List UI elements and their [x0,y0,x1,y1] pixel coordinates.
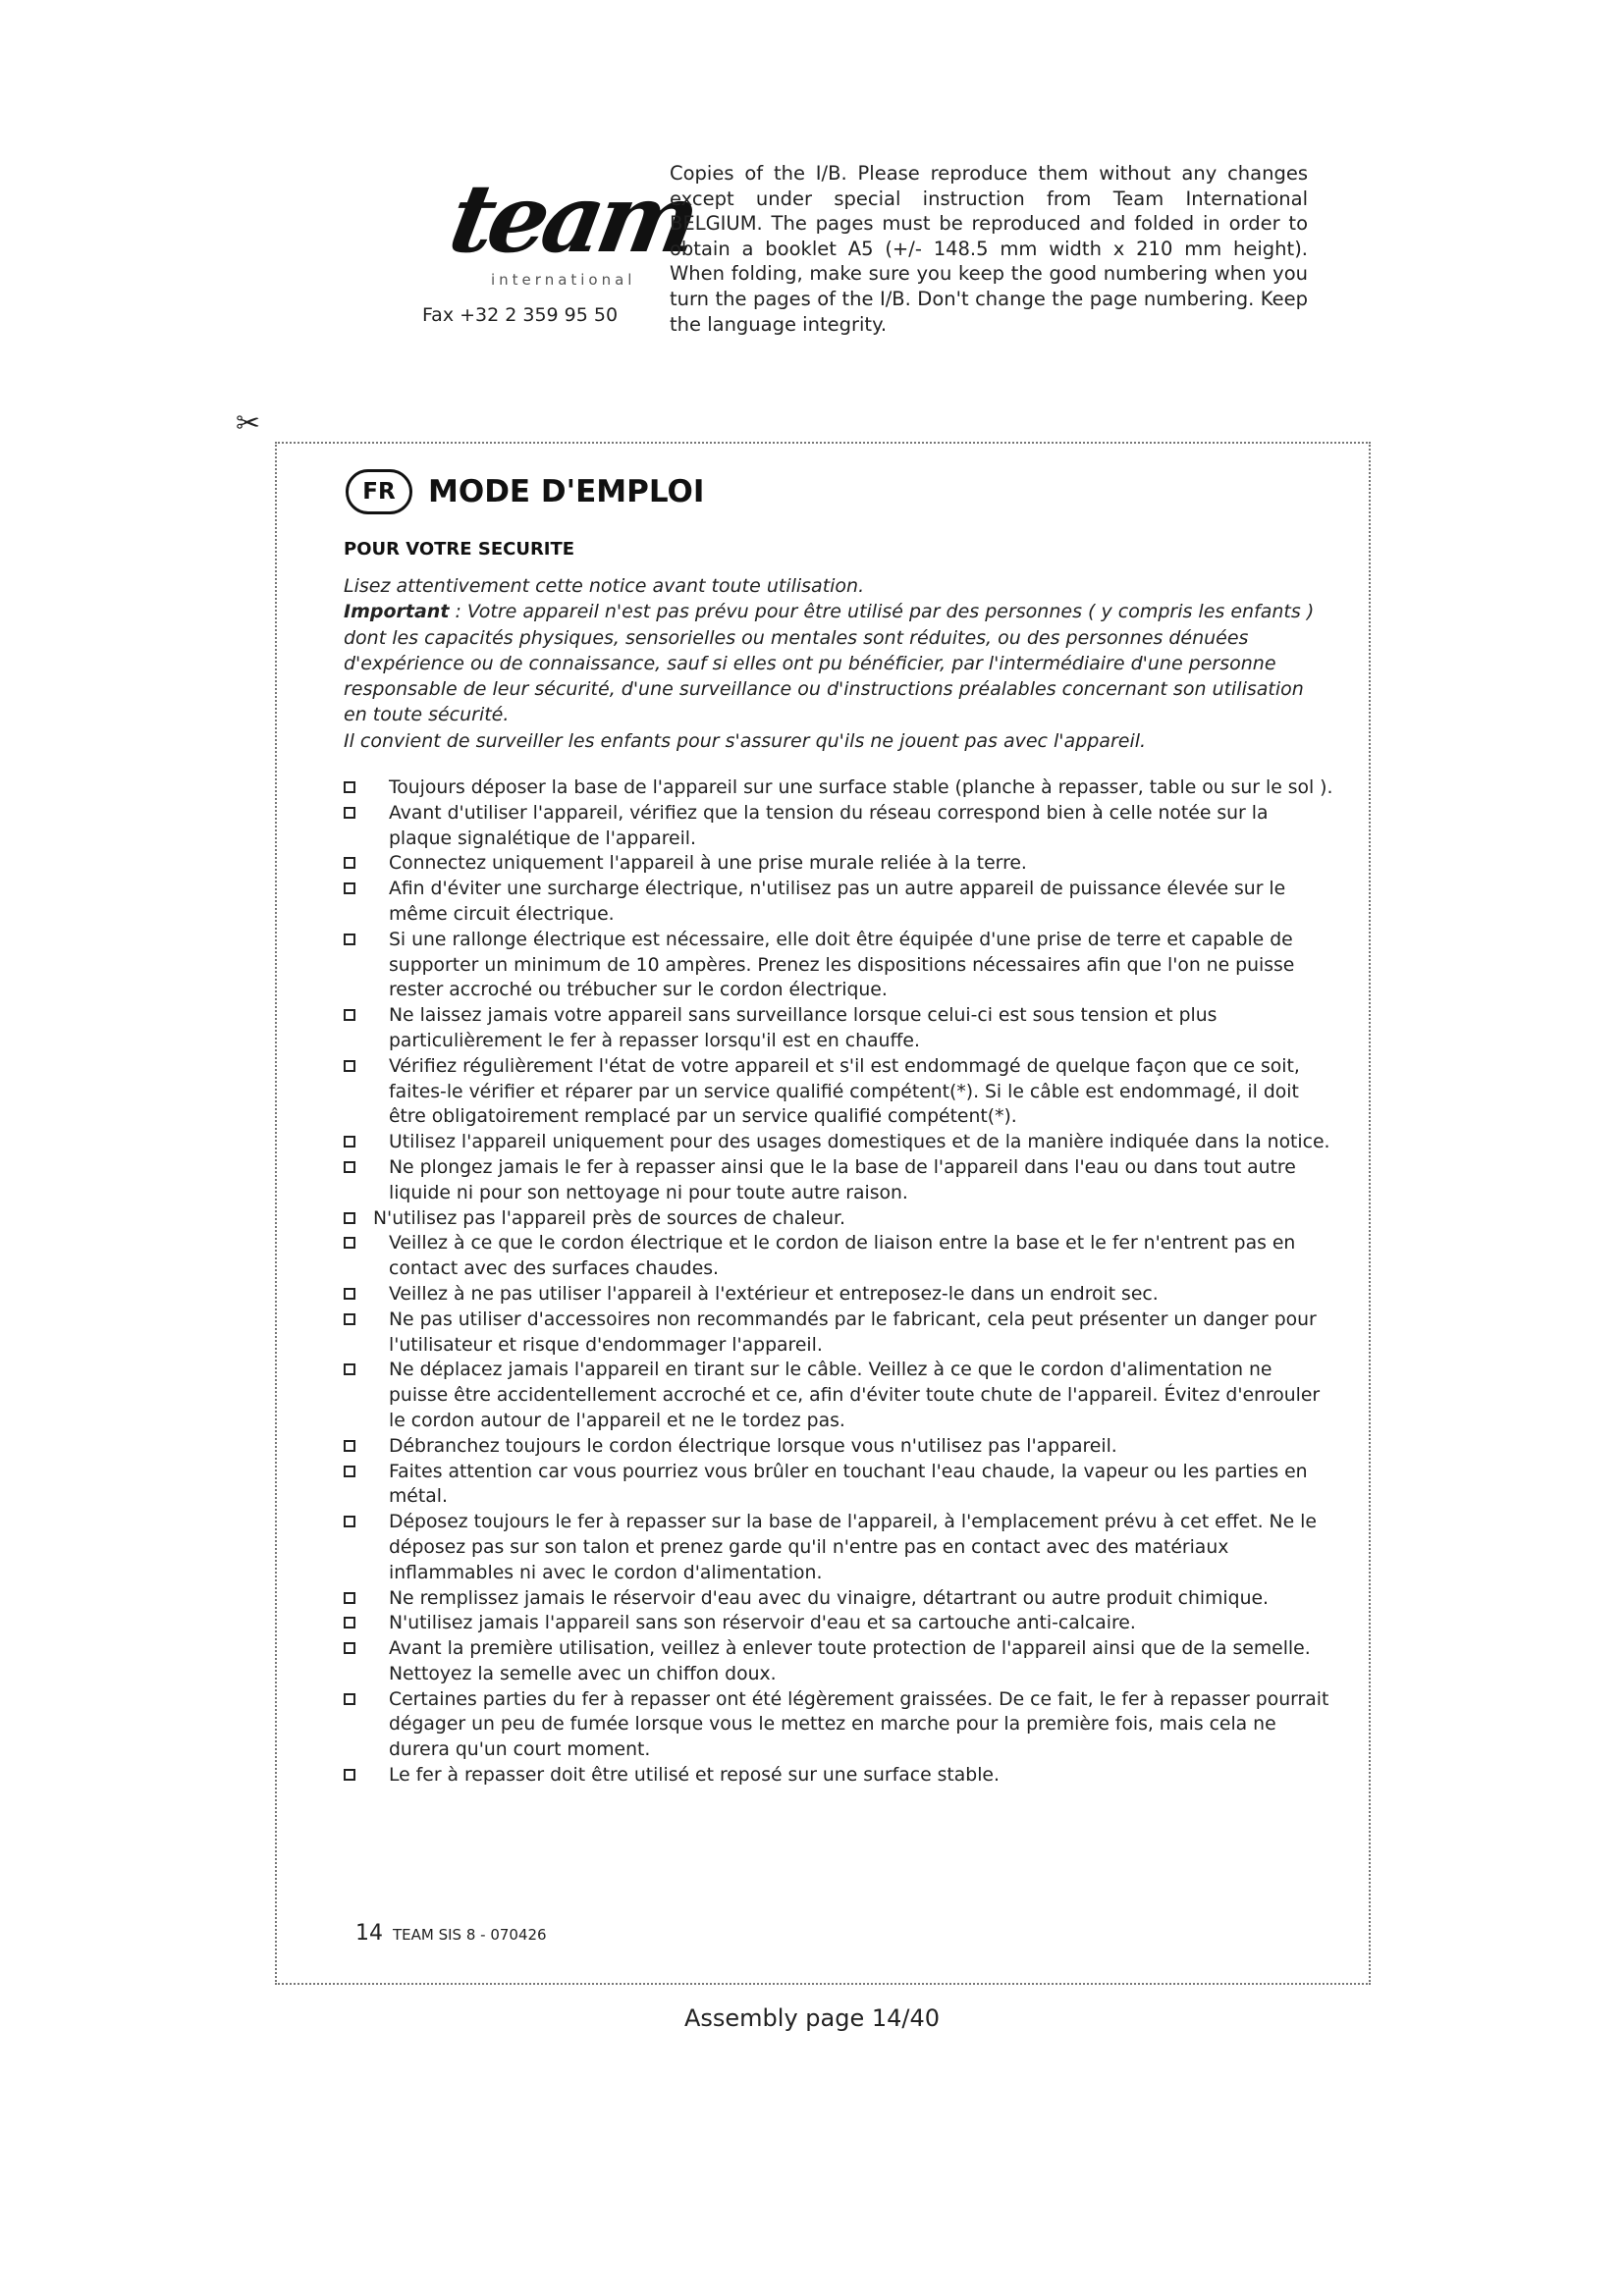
logo-text: team [442,163,703,274]
checkbox-bullet-icon [344,1466,355,1477]
intro-line-3: Il convient de surveiller les enfants pour s'assurer qu'ils ne jouent pas avec l'appareil. [344,729,1147,752]
list-item-text: Veillez à ne pas utiliser l'appareil à l'extérieur et entreposez-le dans un endroit sec. [389,1283,1159,1305]
checkbox-bullet-icon [344,807,355,819]
list-item [344,1763,1335,1789]
scissors-icon: ✂ [236,406,261,441]
header [412,137,1316,363]
list-item [344,1358,1335,1433]
list-item-text: Si une rallonge électrique est nécessaire, elle doit être équipée d'une prise de terre et capable de supporter un minimum de 10 ampères. Prenez les dispositions nécessaires afin que l'on ne puisse rester accroché ou trébucher sur le cordon électrique. [389,929,1295,1001]
checkbox-bullet-icon [344,1642,355,1654]
checkbox-bullet-icon [344,781,355,793]
list-item-text: Avant la première utilisation, veillez à enlever toute protection de l'appareil ainsi que de la semelle. Nettoyez la semelle avec un chiffon doux. [389,1638,1311,1684]
print-instructions: Copies of the I/B. Please reproduce them without any changes except under special instruction from Team International BELGIUM. The pages must be reproduced and folded in order to obtain a booklet A5 (+/- 148.5 mm width x 210 mm height). When folding, make sure you keep the good numbering when you turn the pages of the I/B. Don't change the page numbering. Keep the language integrity. [670,162,1308,336]
list-item [344,1636,1335,1687]
list-item [344,851,1335,877]
list-item-text: Débranchez toujours le cordon électrique lorsque vous n'utilisez pas l'appareil. [389,1435,1117,1457]
list-item-text: Veillez à ce que le cordon électrique et le cordon de liaison entre la base et le fer n'entrent pas en contact avec des surfaces chaudes. [389,1233,1296,1280]
checkbox-bullet-icon [344,1288,355,1300]
list-item-text: Toujours déposer la base de l'appareil sur une surface stable (planche à repasser, table ou sur le sol ). [389,777,1333,798]
fax-number: Fax +32 2 359 95 50 [422,304,619,326]
checkbox-bullet-icon [344,1440,355,1452]
list-item-text: Ne plongez jamais le fer à repasser ainsi que le la base de l'appareil dans l'eau ou dans tout autre liquide ni pour son nettoyage ni pour toute autre raison. [389,1156,1296,1203]
list-item-text: Déposez toujours le fer à repasser sur la base de l'appareil, à l'emplacement prévu à cet effet. Ne le déposez pas sur son talon et prenez garde qu'il n'entre pas en contact avec des matériaux inflammables ni avec le cordon d'alimentation. [389,1512,1317,1583]
list-item [344,1687,1335,1763]
list-item-text: Avant d'utiliser l'appareil, vérifiez que la tension du réseau correspond bien à celle notée sur la plaque signalétique de l'appareil. [389,802,1269,849]
list-item [344,1611,1335,1636]
list-item [344,1434,1335,1460]
checkbox-bullet-icon [344,1617,355,1629]
list-item-text: N'utilisez pas l'appareil près de sources de chaleur. [373,1207,845,1229]
team-logo [412,155,703,312]
checkbox-bullet-icon [344,1313,355,1325]
intro-line-1: Lisez attentivement cette notice avant toute utilisation. [344,575,865,597]
list-item [344,1054,1335,1130]
language-badge: FR [346,469,412,514]
logo-subtitle: international [491,271,636,289]
checkbox-bullet-icon [344,1161,355,1173]
list-item-text: Ne laissez jamais votre appareil sans surveillance lorsque celui-ci est sous tension et plus particulièrement le fer à repasser lorsqu'il est en chauffe. [389,1005,1218,1051]
list-item-text: Faites attention car vous pourriez vous brûler en touchant l'eau chaude, la vapeur ou les parties en métal. [389,1461,1308,1508]
list-item [344,1510,1335,1585]
model-reference: TEAM SIS 8 - 070426 [393,1926,547,1944]
checkbox-bullet-icon [344,882,355,894]
list-item-text: Le fer à repasser doit être utilisé et reposé sur une surface stable. [389,1765,1000,1787]
checkbox-bullet-icon [344,1363,355,1375]
list-item [344,1155,1335,1206]
checkbox-bullet-icon [344,1592,355,1604]
checkbox-bullet-icon [344,1237,355,1249]
safety-list [344,775,1335,1789]
list-item-text: Ne remplissez jamais le réservoir d'eau avec du vinaigre, détartrant ou autre produit chimique. [389,1587,1269,1609]
list-item [344,1130,1335,1155]
list-item-text: N'utilisez jamais l'appareil sans son réservoir d'eau et sa cartouche anti-calcaire. [389,1613,1136,1634]
checkbox-bullet-icon [344,857,355,869]
list-item [344,775,1335,801]
list-item [344,877,1335,928]
checkbox-bullet-icon [344,1516,355,1527]
page-title: MODE D'EMPLOI [428,474,705,509]
important-label: Important [344,601,450,623]
list-item [344,928,1335,1003]
checkbox-bullet-icon [344,934,355,945]
checkbox-bullet-icon [344,1212,355,1224]
list-item-text: Afin d'éviter une surcharge électrique, n'utilisez pas un autre appareil de puissance élevée sur le même circuit électrique. [389,879,1286,925]
list-item-text: Ne pas utiliser d'accessoires non recommandés par le fabricant, cela peut présenter un danger pour l'utilisateur et risque d'endommager l'appareil. [389,1308,1317,1356]
list-item [344,1003,1335,1054]
checkbox-bullet-icon [344,1136,355,1148]
important-notice [344,599,1316,727]
list-item-text: Utilisez l'appareil uniquement pour des usages domestiques et de la manière indiquée dans la notice. [389,1132,1330,1153]
list-item [344,1308,1335,1359]
checkbox-bullet-icon [344,1769,355,1781]
list-item-text: Connectez uniquement l'appareil à une prise murale reliée à la terre. [389,853,1027,875]
checkbox-bullet-icon [344,1693,355,1705]
assembly-page-label: Assembly page 14/40 [683,2004,941,2032]
checkbox-bullet-icon [344,1060,355,1072]
list-item [344,1460,1335,1511]
checkbox-bullet-icon [344,1009,355,1021]
list-item [344,1282,1335,1308]
list-item-text: Vérifiez régulièrement l'état de votre appareil et s'il est endommagé de quelque façon que ce soit, faites-le vérifier et réparer par un service qualifié compétent(*). Si le câble est endommagé, il doit être obligatoirement remplacé par un service qualifié compétent(*). [389,1055,1300,1128]
important-text: : Votre appareil n'est pas prévu pour être utilisé par des personnes ( y compris les enfants ) dont les capacités physiques, sensorielles ou mentales sont réduites, ou des personnes dénuées d'expérience ou de connaissance, sauf si elles ont pu bénéficier, par l'intermédiaire d'une personne responsable de leur sécurité, d'une surveillance ou d'instructions préalables concernant son utilisation en toute sécurité. [344,601,1315,726]
list-item [344,1206,1335,1232]
list-item [344,1231,1335,1282]
list-item [344,1586,1335,1612]
page-number: 14 [355,1921,383,1946]
section-heading: POUR VOTRE SECURITE [344,539,575,560]
list-item-text: Certaines parties du fer à repasser ont été légèrement graissées. De ce fait, le fer à repasser pourrait dégager un peu de fumée lorsque vous le mettez en marche pour la première fois, mais cela ne durera qu'un court moment. [389,1688,1329,1761]
intro-paragraph [344,573,1316,754]
list-item-text: Ne déplacez jamais l'appareil en tirant sur le câble. Veillez à ce que le cordon d'alimentation ne puisse être accidentellement accroché et ce, afin d'éviter toute chute de l'appareil. Évitez d'enrouler le cordon autour de l'appareil et ne le tordez pas. [389,1360,1321,1431]
list-item [344,801,1335,852]
